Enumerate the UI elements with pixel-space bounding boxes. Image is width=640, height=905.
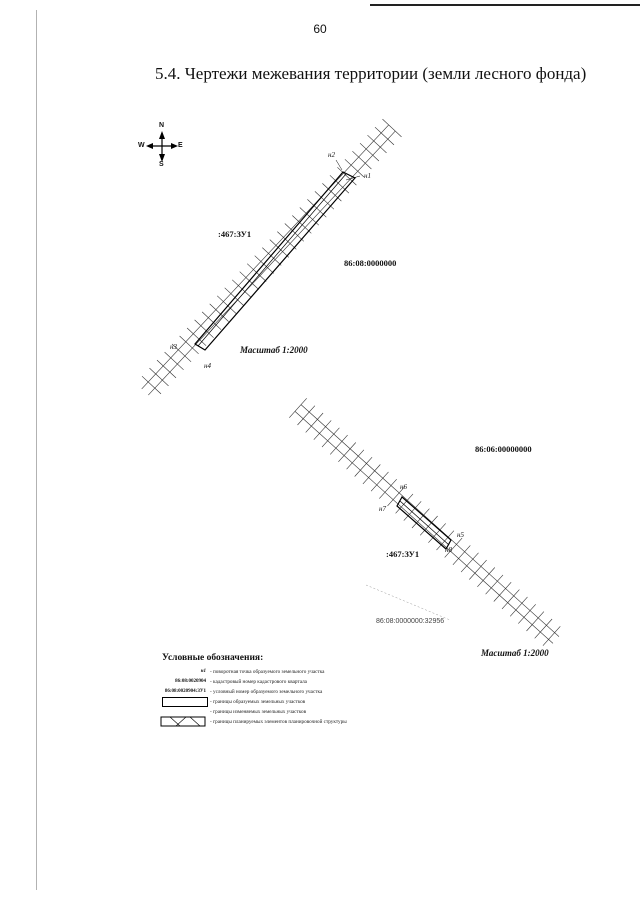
map1-point-label: н2	[328, 151, 335, 159]
compass-west: W	[138, 142, 145, 149]
compass-north: N	[159, 122, 165, 129]
legend-box-solid-icon	[162, 697, 208, 707]
page-title: 5.4. Чертежи межевания территории (земли лесного фонда)	[155, 64, 587, 83]
legend-row-point	[150, 667, 450, 677]
map2-point-label: н5	[457, 531, 464, 539]
legend-description: - границы образуемых земельных участков	[210, 699, 306, 705]
legend-symbol: 86:08:0020904:ЗУ1	[164, 689, 206, 694]
map1-scale: Масштаб 1:2000	[240, 345, 308, 355]
legend-hatched-box-icon	[160, 716, 208, 728]
map2-quarter-label: 86:06:00000000	[475, 444, 532, 454]
map2-parcel-label: :467:ЗУ1	[386, 549, 420, 559]
map2-point-label: н6	[400, 483, 407, 491]
legend-row-quarter	[150, 677, 450, 687]
legend-symbol: н1	[200, 669, 206, 674]
legend-description: - границы планируемых элементов планировочной структуры	[210, 719, 347, 725]
map2-neighbor-label: 86:08:0000000:32956	[376, 618, 445, 625]
map2-point-label: н8	[445, 546, 452, 554]
map1-point-label: н4	[204, 362, 211, 370]
map1-parcel-label: :467:ЗУ1	[218, 229, 252, 239]
legend-description: - кадастровый номер кадастрового квартала	[210, 679, 307, 685]
legend-description: - границы изменяемых земельных участков	[210, 709, 307, 715]
legend-symbol: 86:08:0020904	[175, 679, 206, 684]
compass-east: E	[178, 142, 183, 149]
map2-point-label: н7	[379, 505, 386, 513]
legend-row-parcel-number	[150, 687, 450, 697]
map2-scale: Масштаб 1:2000	[481, 648, 549, 658]
map1-quarter-label: 86:08:0000000	[344, 258, 397, 268]
legend-description: - поворотная точка образуемого земельного участка	[210, 669, 325, 675]
map2-road-structure	[289, 398, 560, 645]
page-number: 60	[313, 22, 327, 36]
legend-title: Условные обозначения:	[162, 653, 264, 663]
legend-row-structure-boundaries	[150, 717, 450, 727]
compass-south: S	[159, 161, 164, 168]
legend-row-new-boundaries	[150, 697, 450, 707]
map1-point-label: н1	[364, 172, 371, 180]
legend-description: - условный номер образуемого земельного участка	[210, 689, 323, 695]
map1-point-label: н3	[170, 343, 177, 351]
